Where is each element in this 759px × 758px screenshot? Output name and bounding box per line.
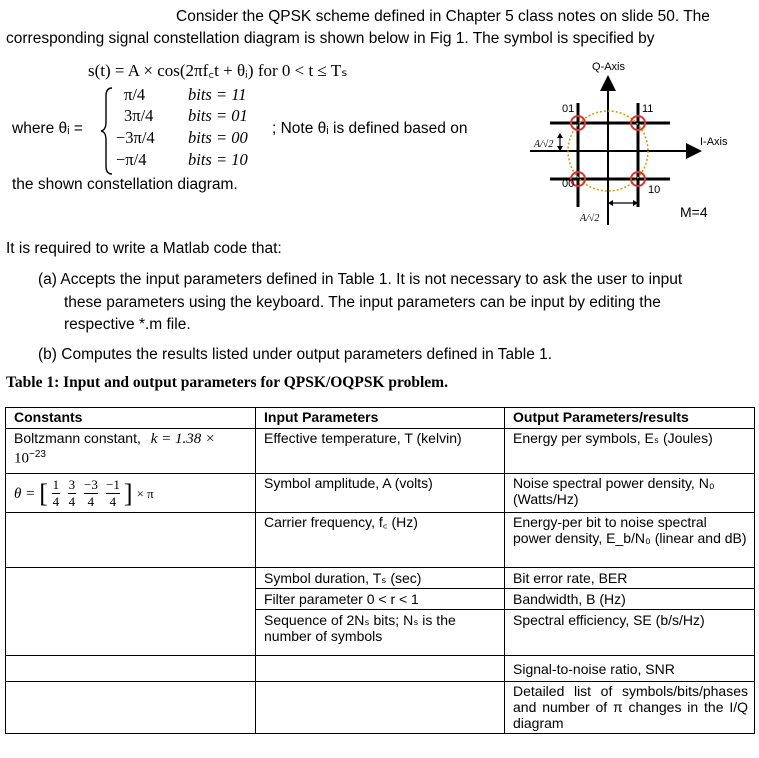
cell-output-group — [505, 568, 755, 656]
m-label: M=4 — [680, 204, 708, 220]
cell-eb-n0: Energy-per bit to noise spectral power density, E_b/N₀ (linear and dB) — [505, 513, 755, 568]
case-bits: bits = 11 — [188, 85, 247, 104]
cell-energy-symbol: Energy per symbols, Eₛ (Joules) — [505, 429, 755, 474]
table-row — [6, 429, 755, 474]
table-header-row — [6, 408, 755, 429]
case-row-4 — [116, 150, 248, 170]
cell-empty — [6, 513, 256, 568]
q-axis-label: Q-Axis — [592, 61, 625, 73]
requirement-lead: It is required to write a Matlab code that: — [6, 240, 282, 257]
amp-label-bottom: A/√2 — [580, 213, 600, 224]
table-row — [6, 656, 755, 682]
boltzmann-text: Boltzmann constant, — [14, 430, 141, 446]
intro-line-2: corresponding signal constellation diagram is shown below in Fig 1. The symbol is specified by — [6, 30, 655, 47]
theta-num: 3 — [68, 477, 76, 492]
theta-den: 4 — [52, 494, 60, 509]
table-row — [6, 682, 755, 734]
cell-empty — [256, 656, 505, 682]
case-phase: π/4 — [124, 85, 146, 104]
cell-theta-vector: θ = [ 1 4 3 4 −3 4 −1 4 ] × π — [6, 474, 256, 513]
label-01: 01 — [562, 103, 575, 115]
cases-brace — [100, 86, 114, 176]
bit-sequence: Sequence of 2Nₛ bits; Nₛ is the number of symbols — [264, 612, 456, 644]
theta-den: 4 — [87, 494, 95, 509]
table-caption: Table 1: Input and output parameters for QPSK/OQPSK problem. — [6, 374, 448, 391]
cell-snr: Signal-to-noise ratio, SNR — [505, 656, 755, 682]
case-phase: 3π/4 — [124, 106, 154, 125]
cell-boltzmann — [6, 429, 256, 474]
table-row — [6, 513, 755, 568]
cell-amplitude: Symbol amplitude, A (volts) — [256, 474, 505, 513]
i-axis-label: I-Axis — [700, 136, 728, 148]
case-bits: bits = 10 — [188, 150, 248, 169]
cell-temperature: Effective temperature, T (kelvin) — [256, 429, 505, 474]
header-constants: Constants — [6, 408, 256, 429]
theta-times-pi: × π — [136, 485, 154, 501]
case-row-1 — [124, 85, 247, 105]
boltzmann-exponent: −23 — [29, 449, 46, 460]
boltzmann-value: k = 1.38 × — [150, 431, 216, 447]
item-b-line-1: (b) Computes the results listed under output parameters defined in Table 1. — [38, 346, 553, 363]
case-row-3 — [116, 128, 248, 148]
bandwidth: Bandwidth, B (Hz) — [505, 589, 754, 610]
case-bits: bits = 00 — [188, 128, 248, 147]
theta-num: −3 — [84, 477, 98, 492]
case-row-2 — [124, 106, 248, 126]
header-output: Output Parameters/results — [505, 408, 755, 429]
amp-label-left: A/√2 — [534, 139, 554, 150]
cell-noise-density: Noise spectral power density, N₀ (Watts/Hz) — [505, 474, 755, 513]
cell-empty — [6, 568, 256, 656]
note-text: ; Note θᵢ is defined based on — [272, 120, 468, 137]
cell-detailed-list: Detailed list of symbols/bits/phases and number of π changes in the I/Q diagram — [505, 682, 755, 734]
signal-equation: s(t) = A × cos(2πf꜀t + θᵢ) for 0 < t ≤ Tₛ — [88, 61, 348, 80]
case-phase: −3π/4 — [116, 128, 155, 147]
symbol-duration: Symbol duration, Tₛ (sec) — [256, 568, 504, 589]
theta-num: −1 — [106, 477, 120, 492]
theta-den: 4 — [109, 494, 117, 509]
filter-parameter: Filter parameter 0 < r < 1 — [256, 589, 504, 610]
label-11: 11 — [642, 103, 654, 115]
header-input: Input Parameters — [256, 408, 505, 429]
where-theta-label: where θᵢ = — [12, 120, 83, 137]
table-row — [6, 568, 755, 656]
label-10: 10 — [648, 184, 661, 196]
theta-den: 4 — [68, 494, 76, 509]
cell-empty — [256, 682, 505, 734]
cell-empty — [6, 656, 256, 682]
equation-tail: the shown constellation diagram. — [12, 176, 238, 193]
parameters-table — [5, 407, 755, 734]
table-row — [6, 474, 755, 513]
intro-line-1: Consider the QPSK scheme defined in Chapter 5 class notes on slide 50. The — [176, 8, 710, 25]
spectral-efficiency: Spectral efficiency, SE (b/s/Hz) — [513, 612, 705, 628]
item-a-line-1: (a) Accepts the input parameters defined in Table 1. It is not necessary to ask the user to input — [38, 271, 683, 288]
bit-error-rate: Bit error rate, BER — [505, 568, 754, 589]
case-bits: bits = 01 — [188, 106, 248, 125]
theta-label: θ = — [14, 485, 36, 502]
cell-carrier-frequency: Carrier frequency, f꜀ (Hz) — [256, 513, 505, 568]
cell-empty — [6, 682, 256, 734]
item-a-line-2: these parameters using the keyboard. The input parameters can be input by editing the — [64, 294, 661, 311]
theta-num: 1 — [52, 477, 60, 492]
item-a-line-3: respective *.m file. — [64, 316, 191, 333]
label-00: 00 — [562, 178, 575, 190]
case-phase: −π/4 — [116, 150, 147, 169]
boltzmann-exp-base: 10 — [14, 450, 29, 467]
constellation-diagram — [520, 55, 750, 235]
cell-input-group — [256, 568, 505, 656]
